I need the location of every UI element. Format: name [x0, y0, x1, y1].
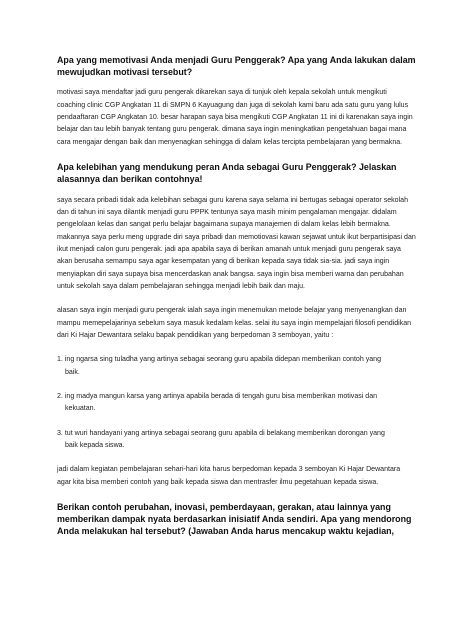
answer-reasons: alasan saya ingin menjadi guru pengerak ialah saya ingin menemukan metode belajar yang menyenangkan dan mampu memepelajarinya sebelum saya masuk kedalam kelas. selai itu saya ingin mempelajari filosofi pendidikan dari Ki Hajar Dewantara selaku bapak pendidikan yang berpedoman 3 semboyan, yaitu :: [57, 307, 412, 339]
question-strengths: Apa kelebihan yang mendukung peran Anda sebagai Guru Penggerak? Jelaskan alasannya dan berikan contohnya!: [57, 162, 397, 185]
list-item-continuation: baik kepada siswa.: [65, 442, 125, 450]
list-item: [57, 428, 416, 453]
answer-conclusion: jadi dalam kegiatan pembelajaran sehari-hari kita harus berpedoman kepada 3 semboyan Ki Hajar Dewantara agar kita bisa memberi contoh yang baik kepada siswa dan mentrasfer ilmu pegetahuan kepada siswa.: [57, 466, 401, 486]
list-item: [57, 354, 416, 379]
list-item-line: 2. ing madya mangun karsa yang artinya apabila berada di tengah guru bisa memberikan motivasi dan: [57, 393, 378, 400]
list-item-continuation: kekuatan.: [65, 405, 96, 413]
list-item-line: 3. tut wuri handayani yang artinya sebagai seorang guru apabila di belakang memberikan dorongan yang: [57, 429, 385, 437]
question-impact: Berikan contoh perubahan, inovasi, pemberdayaan, gerakan, atau lainnya yang memberikan dampak nyata berdasarkan inisiatif Anda sendiri. Apa yang mendorong Anda melakukan hal tersebut? (Jawaban Anda harus mencakup waktu kejadian,: [57, 502, 412, 537]
list-item-line: 1. ing ngarsa sing tuladha yang artinya sebagai seorang guru apabila didepan memberikan contoh yang: [57, 356, 381, 364]
answer-strengths: saya secara pribadi tidak ada kelebihan sebagai guru karena saya selama ini bertugas sebagai operator sekolah dan di tahun ini saya dilantik menjadi guru PPPK tentunya saya masih minim pengalaman mengajar. didalam pengelolaan kelas dan sangat perlu belajar bagaimana supaya manajemen di dalam kelas lebih bermakna. makannya saya perlu meng upgrade diri saya pribadi dan memotiovasi kawan sejawat untuk ikut berpartisipasi dan ikut menjadi calon guru pengerak. jadi apa apabila saya di berikan amanah untuk menjadi guru pengerak saya akan berusaha semampu saya agar kesempatan yang di berikan kepada saya tidak sia-sia. jadi saya ingin menyiapkan diri saya supaya bisa mencerdaskan anak bangsa. saya ingin bisa memberi warna dan perubahan untuk sekolah saya dalam pembelajaran sehingga menjadi lebih baik dan maju.: [57, 196, 416, 290]
list-item: [57, 391, 416, 416]
list-item-continuation: baik.: [65, 368, 80, 376]
question-motivation: Apa yang memotivasi Anda menjadi Guru Penggerak? Apa yang Anda lakukan dalam mewujudkan motivasi tersebut?: [57, 55, 416, 78]
answer-motivation: motivasi saya mendaftar jadi guru pengerak dikarekan saya di tunjuk oleh kepala sekolah untuk mengikuti coaching clinic CGP Angkatan 11 di SMPN 6 Kayuagung dan juga di sekolah kami baru ada satu guru yang lulus pendaaftaran CGP Angkatan 10. besar harapan saya bisa mengikuti CGP Angkatan 11 ini di karenakan saya ingin belajar dan tau lebih banyak tentang guru pengerak. dimana saya ingin meningkatkan pengetahuan bagai mana cara mengajar dengan baik dan menyenagkan sehingga di dalam kelas tercipta pembelajaran yang bermakna.: [57, 89, 413, 146]
